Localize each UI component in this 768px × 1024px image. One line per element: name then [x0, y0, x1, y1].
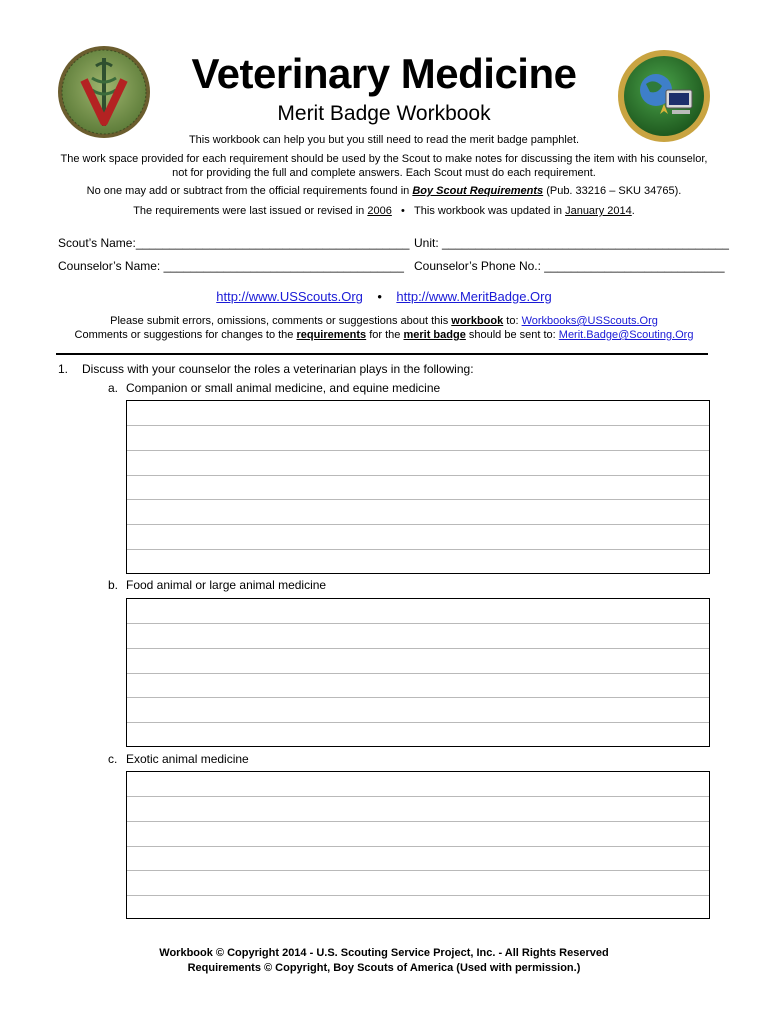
- footer-copyright-requirements: Requirements © Copyright, Boy Scouts of America (Used with permission.): [187, 962, 581, 974]
- requirement-1c-text: Exotic animal medicine: [126, 752, 249, 766]
- answer-box-1c[interactable]: [126, 771, 710, 919]
- intro-line-1: This workbook can help you but you still need to read the merit badge pamphlet.: [188, 134, 580, 146]
- merit-badge-caduceus-v-icon: [56, 44, 152, 140]
- boy-scout-requirements-title: Boy Scout Requirements: [412, 185, 544, 197]
- intro-line-4: [56, 204, 712, 218]
- submit-line-2-mid: for the: [366, 329, 404, 341]
- answer-box-1a[interactable]: [126, 400, 710, 574]
- requirement-1-text: Discuss with your counselor the roles a veterinarian plays in the following:: [82, 362, 474, 376]
- submit-line-2: [56, 328, 712, 342]
- us-scouting-service-project-logo-icon: [616, 48, 712, 144]
- submit-line-1-mid: to:: [503, 315, 522, 327]
- usscouts-link[interactable]: http://www.USScouts.Org: [216, 289, 363, 304]
- requirement-1-number: 1.: [58, 362, 69, 376]
- scout-name-field[interactable]: Scout’s Name:_________________________________________: [58, 236, 410, 250]
- counselor-name-field[interactable]: Counselor’s Name: ____________________________________: [58, 259, 404, 273]
- page-subtitle: Merit Badge Workbook: [277, 102, 491, 125]
- intro-line-4-prefix: The requirements were last issued or revised in: [133, 205, 368, 217]
- requirement-1a-text: Companion or small animal medicine, and equine medicine: [126, 381, 441, 395]
- counselor-phone-field[interactable]: Counselor’s Phone No.: ___________________________: [414, 259, 725, 273]
- requirement-1a-letter: a.: [108, 381, 119, 395]
- intro-line-3: [56, 184, 712, 198]
- page-title: Veterinary Medicine: [191, 50, 577, 97]
- intro-line-3-prefix: No one may add or subtract from the official requirements found in: [86, 185, 413, 197]
- answer-box-1b[interactable]: [126, 598, 710, 747]
- submit-line-1-prefix: Please submit errors, omissions, comments or suggestions about this: [110, 315, 452, 327]
- intro-line-2: The work space provided for each requirement should be used by the Scout to make notes for discussing the item with his counselor, not for providing the full and complete answers. Each Scout must do each requirement.: [60, 153, 708, 179]
- unit-field[interactable]: Unit: ___________________________________________: [414, 236, 729, 250]
- intro-line-4-end: .: [631, 205, 635, 217]
- submit-notice: [56, 314, 712, 342]
- revision-year: 2006: [367, 205, 392, 217]
- merit-badge-email-link[interactable]: Merit.Badge@Scouting.Org: [558, 329, 694, 341]
- bullet: •: [401, 205, 405, 217]
- requirement-1b-letter: b.: [108, 578, 119, 592]
- workbook-word: workbook: [451, 315, 504, 327]
- footer: [56, 946, 712, 976]
- intro-line-3-suffix: (Pub. 33216 – SKU 34765).: [543, 185, 682, 197]
- update-date: January 2014: [565, 205, 632, 217]
- meritbadge-link[interactable]: http://www.MeritBadge.Org: [396, 289, 552, 304]
- workbooks-email-link[interactable]: Workbooks@USScouts.Org: [521, 315, 658, 327]
- footer-copyright-workbook: Workbook © Copyright 2014 - U.S. Scouting Service Project, Inc. - All Rights Reserved: [159, 947, 609, 959]
- submit-line-2-mid2: should be sent to:: [465, 329, 559, 341]
- merit-badge-word: merit badge: [403, 329, 466, 341]
- bullet: •: [377, 289, 382, 304]
- links-row: [56, 289, 712, 304]
- section-divider: [56, 353, 708, 355]
- submit-line-2-prefix: Comments or suggestions for changes to the: [74, 329, 297, 341]
- intro-line-4-middle: This workbook was updated in: [414, 205, 566, 217]
- requirement-1b-text: Food animal or large animal medicine: [126, 578, 327, 592]
- requirement-1c-letter: c.: [108, 752, 118, 766]
- requirements-word: requirements: [296, 329, 367, 341]
- submit-line-1: [56, 314, 712, 328]
